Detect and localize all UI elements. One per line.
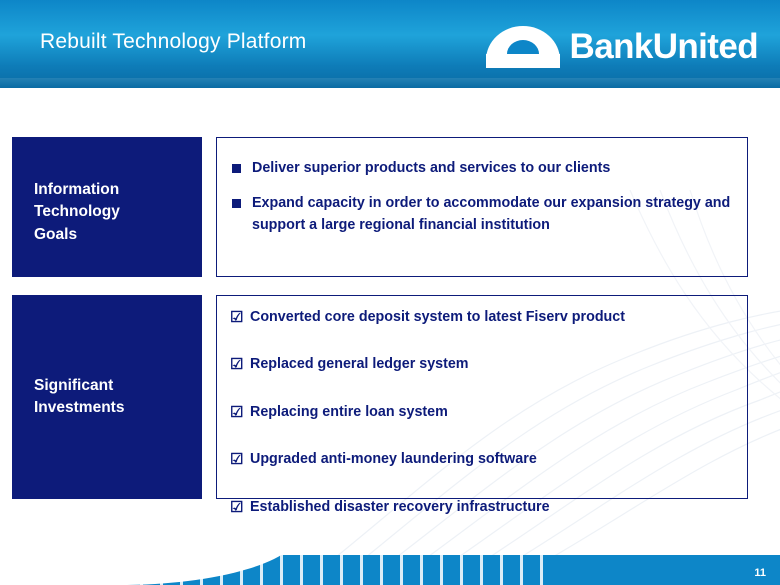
square-bullet-icon <box>232 193 252 214</box>
slide-footer <box>0 555 780 585</box>
logo-wordmark: BankUnited <box>569 26 758 66</box>
bullet-list-it-goals <box>232 158 734 250</box>
section-label-line: Technology <box>34 203 120 221</box>
list-item-text: Replacing entire loan system <box>250 403 448 420</box>
bullet-list-significant-investments <box>230 307 738 518</box>
square-bullet-icon <box>232 158 252 179</box>
list-item-text: Expand capacity in order to accommodate our expansion strategy and support a large regional financial institution <box>252 195 731 233</box>
list-item-text: Upgraded anti-money laundering software <box>250 451 537 468</box>
checkbox-checked-icon: ☑ <box>230 356 244 374</box>
checkbox-checked-icon: ☑ <box>230 451 244 469</box>
list-item-text: Replaced general ledger system <box>250 356 469 373</box>
section-label-it-goals <box>12 137 202 277</box>
section-label-line: Significant <box>34 376 114 394</box>
checkbox-checked-icon: ☑ <box>230 498 244 516</box>
section-label-line: Goals <box>34 225 78 243</box>
list-item <box>230 307 738 328</box>
section-label-line: Information <box>34 181 120 198</box>
list-item <box>230 449 738 470</box>
checkbox-checked-icon: ☑ <box>230 309 244 326</box>
page-number: 11 <box>754 567 766 579</box>
list-item <box>232 193 734 236</box>
list-item-text: Converted core deposit system to latest Fiserv product <box>250 309 625 325</box>
list-item-text: Established disaster recovery infrastructure <box>250 498 550 515</box>
list-item <box>232 158 734 179</box>
section-label-line: Investments <box>34 399 125 416</box>
list-item <box>230 354 738 375</box>
footer-stripes <box>120 555 560 585</box>
bankunited-logo <box>486 22 758 70</box>
bankunited-arch-logo-icon <box>486 24 560 68</box>
slide-header <box>0 0 780 88</box>
list-item-text: Deliver superior products and services to our clients <box>252 160 611 176</box>
list-item <box>230 497 738 518</box>
page-title: Rebuilt Technology Platform <box>40 30 307 53</box>
checkbox-checked-icon: ☑ <box>230 403 244 421</box>
list-item <box>230 402 738 423</box>
section-label-significant-investments <box>12 295 202 499</box>
